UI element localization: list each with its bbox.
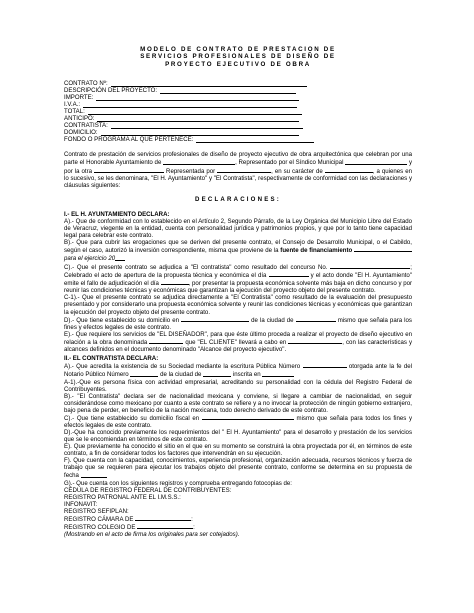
clause-text: ; Celebrado el acto de apertura de la propuesta técnica y económica el día bbox=[64, 263, 412, 280]
clause-text: F). Que cuenta con la capacidad, conocimientos, experiencia profesional, organización adecuada, recursos técnicos y fuerza de trabajo que se requieren para ejecutar los trabajos objeto del presente contrato, conforme se determina en su propuesta de fecha bbox=[64, 457, 412, 480]
blank-line bbox=[135, 515, 191, 521]
blank-line bbox=[203, 370, 231, 376]
blank-line bbox=[288, 338, 342, 344]
clause-italic-text: para el ejercicio 20 bbox=[64, 255, 116, 263]
title-line-1: MODELO DE CONTRATO DE PRESTACION DE bbox=[140, 46, 336, 53]
clause-e2: E). Que previamente ha conocido el sitio en el que en su momento se construirá la obra proyectada por él, en términos de este contrato, a fin de considerar todos los factores que intervendrán en su ejecución. bbox=[64, 443, 412, 458]
intro-text: Contrato de prestación de servicios profesionales de diseño de proyecto ejecutivo de obra arquitectónica que celebran por una parte el Honorable Ayuntamiento de bbox=[64, 151, 412, 167]
clause-text: inscrita en bbox=[232, 371, 261, 379]
clause-text: E).- Que requiere los servicios de "EL DISEÑADOR", para que éste último proceda a realizar el proyecto de diseño ejecutivo en relación a la obra denominada bbox=[64, 330, 412, 347]
field-contrato bbox=[64, 80, 412, 87]
blank-line bbox=[354, 246, 412, 252]
field-contratista bbox=[64, 122, 412, 129]
intro-text: , en su carácter de bbox=[271, 167, 323, 175]
originales-note: (Mostrando en el acto de firma los originales para ser cotejados). bbox=[64, 531, 240, 539]
field-line bbox=[160, 87, 296, 94]
clause-g2: G).- Que cuenta con los siguientes registros y comprueba entregando fotocopias de: bbox=[64, 479, 292, 487]
clause-a2 bbox=[64, 362, 412, 378]
document-title bbox=[64, 46, 412, 68]
blank-line bbox=[296, 316, 336, 322]
blank-line bbox=[330, 263, 410, 269]
blank-line bbox=[202, 414, 294, 420]
blank-line bbox=[217, 167, 271, 173]
field-line bbox=[111, 123, 303, 130]
clause-bold-text: fuente de financiamiento bbox=[280, 247, 353, 255]
field-descripcion bbox=[64, 87, 412, 94]
registro-label: REGISTRO COLEGIO DE bbox=[64, 524, 136, 532]
field-label: CONTRATO Nº: bbox=[64, 79, 108, 87]
clause-text: , por presentar la propuesta económica solvente más baja en dicho concurso y por reunir las condiciones técnicas y económicas que garantizan la ejecución del proyecto objeto del presente contrato. bbox=[64, 280, 412, 295]
blank-line bbox=[163, 158, 235, 164]
clause-text: A).- Que acredita la existencia de su Sociedad mediante la escritura Pública Número bbox=[64, 363, 301, 371]
clause-text: de la ciudad de bbox=[251, 316, 294, 324]
field-line bbox=[96, 94, 299, 101]
blank-line bbox=[181, 316, 249, 322]
contract-fields bbox=[64, 80, 412, 143]
field-line bbox=[111, 80, 307, 87]
field-iva bbox=[64, 101, 412, 108]
clause-text: , con las características y alcances definidos en el documento denominado "Alcance del proyecto ejecutivo". bbox=[64, 339, 413, 354]
field-line bbox=[83, 101, 297, 108]
registro-item: INFONAVIT: bbox=[64, 500, 98, 508]
blank-line bbox=[345, 158, 407, 164]
field-line bbox=[101, 130, 299, 137]
clause-d1 bbox=[64, 316, 412, 331]
clause-f2 bbox=[64, 457, 412, 479]
registro-item: REGISTRO PATRONAL ANTE EL I.M.S.S.: bbox=[64, 493, 181, 501]
clause-a2-alt: A-1).-Que es persona física con actividad empresarial, acreditando su personalidad con la cédula del Registro Federal de Contribuyentes. bbox=[64, 378, 412, 393]
blank-line bbox=[149, 338, 183, 344]
clause-c2 bbox=[64, 414, 412, 429]
section-ayuntamiento-heading: I.- EL H. AYUNTAMIENTO DECLARA: bbox=[64, 210, 170, 218]
clause-text: que "EL CLIENTE" llevará a cabo en bbox=[185, 339, 287, 347]
clause-text: mismo que señala para los fines y efectos legales de este contrato. bbox=[64, 316, 412, 331]
blank-line bbox=[115, 254, 125, 260]
clause-c1-alt: C-1).- Que el presente contrato se adjudica directamente a "El Contratista" como resultado de la evaluación del presupuesto presentado y por considerarlo una propuesta económica solvente y reunir las condiciones técnicas y económicas que garantizan la ejecución del proyecto objeto del presente contrato. bbox=[64, 294, 412, 316]
clause-text: B).- Que para cubrir las erogaciones que se deriven del presente contrato, el Consejo de Desarrollo Municipal, o el Cabildo, según el caso, autorizó la inversión correspondiente, misma que proviene de la bbox=[64, 239, 412, 255]
intro-text: Representada por bbox=[166, 167, 216, 175]
field-label: I.V.A.: bbox=[64, 101, 81, 109]
blank-line bbox=[269, 271, 309, 277]
registro-label: REGISTRO CÁMARA DE bbox=[64, 516, 134, 524]
field-importe bbox=[64, 94, 412, 101]
registros-list bbox=[64, 487, 412, 532]
intro-text: , a quienes en lo sucesivo, se les denominara, "El H. Ayuntamiento" y "El Contratista", respectivamente de conformidad con las declaraciones y cláusulas siguientes: bbox=[64, 167, 412, 189]
field-label: CONTRATISTA: bbox=[64, 122, 108, 130]
field-line bbox=[97, 116, 299, 123]
field-fondo bbox=[64, 136, 412, 143]
blank-line bbox=[130, 370, 158, 376]
clause-text: mismo que señala para todos los fines y efectos legales de este contrato. bbox=[64, 415, 413, 430]
clause-text: C).- Que el presente contrato se adjudica a "El contratista" como resultado del concurso No. bbox=[64, 263, 328, 271]
field-total bbox=[64, 108, 412, 115]
blank-line bbox=[262, 370, 294, 376]
registro-item: REGISTRO SEFIPLAN: bbox=[64, 507, 129, 515]
clause-a1: A).- Que de conformidad con lo establecido en el Artículo 2, Segundo Párrafo, de la Ley Orgánica del Municipio Libre del Estado de Veracruz, viegente en la entidad, cuenta con personalidad jurídica y patrimonios propios, y que por lo tanto tiene capacidad legal para celebrar este contrato. bbox=[64, 218, 412, 240]
field-label: ANTICIPO: bbox=[64, 115, 95, 123]
clause-text: y el acto donde "El H. Ayuntamiento" emite el fallo de adjudicación el día bbox=[64, 272, 412, 288]
field-line bbox=[88, 109, 302, 116]
clause-text: otorgada ante la fe del Notario Público Número bbox=[64, 363, 412, 379]
blank-line bbox=[81, 471, 107, 477]
intro-paragraph bbox=[64, 151, 412, 189]
clause-text: C).- Que tiene establecido su domicilio fiscal en bbox=[64, 415, 200, 423]
intro-text: , Representado por el Síndico Municipal bbox=[235, 159, 344, 167]
registro-item-colegio: REGISTRO COLEGIO DE : bbox=[64, 524, 195, 532]
blank-line bbox=[161, 279, 189, 285]
field-label: FONDO O PROGRAMA AL QUE PERTENECE: bbox=[64, 136, 194, 144]
blank-line bbox=[325, 167, 373, 173]
blank-line bbox=[137, 523, 193, 529]
clause-c1 bbox=[64, 263, 412, 295]
field-label: TOTAL: bbox=[64, 108, 85, 116]
intro-text: y por la otra bbox=[64, 159, 412, 175]
field-label: IMPORTE: bbox=[64, 93, 94, 101]
field-line bbox=[196, 137, 314, 144]
title-line-2: SERVICIOS PROFESIONALES DE DISEÑO DE bbox=[140, 53, 336, 61]
declaraciones-heading: DECLARACIONES: bbox=[195, 195, 281, 203]
clause-text: de la ciudad de bbox=[160, 371, 202, 379]
field-label: DOMICILIO: bbox=[64, 129, 98, 137]
field-domicilio bbox=[64, 129, 412, 136]
registro-item-camara: REGISTRO CÁMARA DE : bbox=[64, 516, 193, 524]
clause-e1 bbox=[64, 331, 412, 353]
clause-text: D).- Que tiene establecido su domicilio en bbox=[64, 316, 179, 324]
registro-item: CÉDULA DE REGISTRO FEDERAL DE CONTRIBUYENTES: bbox=[64, 486, 232, 494]
title-line-3: PROYECTO EJECUTIVO DE OBRA bbox=[165, 60, 311, 68]
blank-line bbox=[303, 362, 347, 368]
blank-line bbox=[94, 167, 164, 173]
clause-b1 bbox=[64, 239, 412, 263]
section-contratista-heading: II.- EL CONTRATISTA DECLARA: bbox=[64, 355, 159, 363]
field-anticipo bbox=[64, 115, 412, 122]
field-label: DESCRIPCIÓN DEL PROYECTO: bbox=[64, 86, 158, 94]
clause-d2: D).-Que ha conocido previamente los requerimientos del " El H. Ayuntamiento" para el desarrollo y prestación de los servicios que se le encomiendan en términos de este contrato. bbox=[64, 429, 412, 444]
contract-document bbox=[64, 46, 412, 538]
clause-b2: B).- "El Contratista" declara ser de nacionalidad mexicana y conviene, si llegare a cambiar de nacionalidad, en seguir considerándose como mexicano por cuanto a este contrato se refiere y a no invocar la protección de ningún gobierno extranjero, bajo pena de perder, en beneficio de la nación mexicana, todo derecho derivado de este contrato. bbox=[64, 392, 412, 414]
